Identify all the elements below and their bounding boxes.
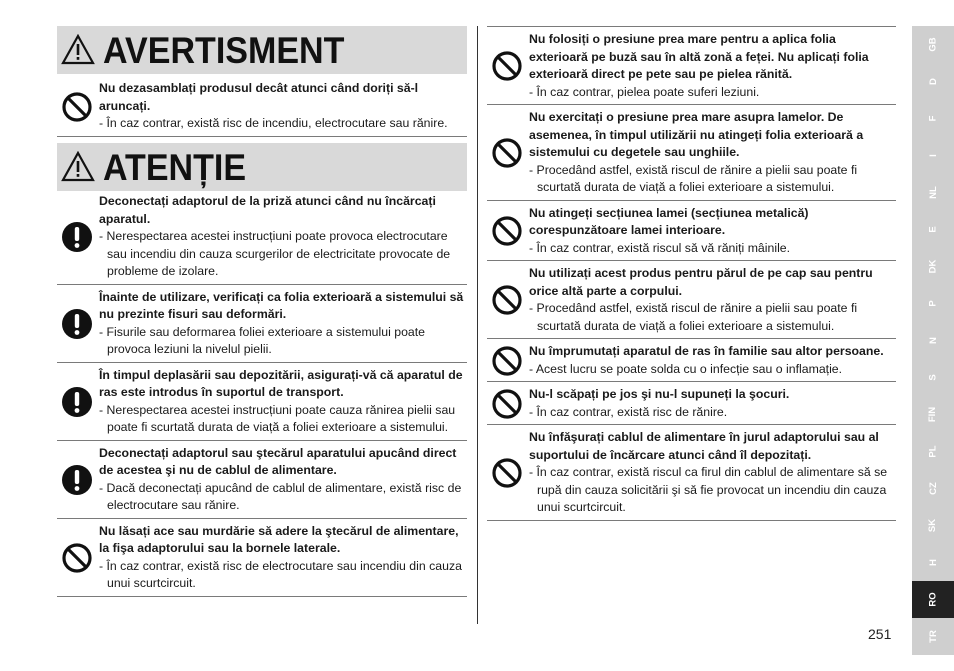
item-instruction: Înainte de utilizare, verificați ca folia exterioară a sistemului să nu prezinte fisuri sau deformări. (99, 289, 464, 321)
caution-title: ATENȚIE (103, 147, 247, 188)
safety-item (487, 382, 896, 425)
item-instruction: Deconectați adaptorul sau ştecărul aparatului apucând direct de acestea şi nu de cablul de alimentare. (99, 445, 457, 477)
tab-label: DK (927, 259, 939, 274)
prohibited-icon (491, 284, 523, 316)
item-instruction: Nu lăsați ace sau murdărie să adere la ştecărul de alimentare, la fişa adaptorului sau la bornele laterale. (99, 523, 459, 555)
column-divider (477, 26, 478, 624)
warning-list (57, 76, 467, 137)
item-consequence: - În caz contrar, există riscul ca firul din cablul de alimentare să se rupă din cauza solicitării şi să fie provocat un incendiu din cauza unui scurtcircuit. (529, 465, 888, 514)
mandatory-icon (61, 308, 93, 340)
tab-ro[interactable] (912, 581, 954, 618)
warning-triangle-icon (61, 151, 95, 182)
warning-banner (57, 26, 467, 74)
prohibited-icon (491, 137, 523, 169)
item-consequence: - Procedând astfel, există riscul de rănire a pielii sau poate fi scurtată durata de viață a foliei exterioare a sistemului. (529, 162, 858, 194)
tab-d[interactable] (912, 63, 954, 100)
safety-item (57, 76, 467, 137)
prohibited-icon (491, 345, 523, 377)
safety-item (57, 363, 467, 441)
tab-s[interactable] (912, 359, 954, 396)
tab-label: SK (927, 518, 939, 533)
safety-item (487, 339, 896, 382)
item-instruction: Deconectați adaptorul de la priză atunci când nu încărcați aparatul. (99, 194, 436, 226)
caution-banner (57, 143, 467, 191)
prohibited-icon (491, 457, 523, 489)
safety-item (487, 425, 896, 521)
tab-label: F (927, 115, 939, 122)
tab-label: NL (927, 186, 939, 199)
tab-fin[interactable] (912, 396, 954, 433)
tab-dk[interactable] (912, 248, 954, 285)
safety-item (57, 189, 467, 285)
prohibited-icon (61, 542, 93, 574)
item-consequence: - Dacă deconectați apucând de cablul de alimentare, există risc de electrocutare sau rănire. (99, 480, 462, 512)
tab-label: PL (927, 445, 939, 458)
safety-item (57, 519, 467, 597)
safety-item (487, 27, 896, 105)
tab-cz[interactable] (912, 470, 954, 507)
tab-p[interactable] (912, 285, 954, 322)
item-instruction: Nu împrumutați aparatul de ras în familie sau altor persoane. (529, 344, 884, 358)
tab-label: H (927, 559, 939, 566)
tab-label: P (927, 300, 939, 307)
item-instruction: Nu dezasamblați produsul decât atunci când doriți să-l aruncați. (99, 81, 419, 113)
safety-item (57, 441, 467, 519)
item-consequence: - Procedând astfel, există riscul de rănire a pielii sau poate fi scurtată durata de viață a foliei exterioare a sistemului. (529, 301, 858, 333)
warning-triangle-icon (61, 34, 95, 65)
item-consequence: - În caz contrar, există risc de incendiu, electrocutare sau rănire. (99, 116, 448, 130)
tab-label: I (927, 154, 939, 157)
mandatory-icon (61, 464, 93, 496)
item-instruction: Nu exercitați o presiune prea mare asupra lamelor. De asemenea, în timpul utilizării nu atingeți folia exterioară a sistemului cu degetele sau unghiile. (529, 110, 864, 159)
caution-list (57, 189, 467, 597)
item-consequence: - În caz contrar, pielea poate suferi leziuni. (529, 84, 760, 99)
prohibited-icon (491, 50, 523, 82)
tab-f[interactable] (912, 100, 954, 137)
item-consequence: - În caz contrar, există risc de electrocutare sau incendiu din cauza unui scurtcircuit. (99, 558, 462, 590)
right-caution-list (487, 26, 896, 521)
prohibited-icon (491, 388, 523, 420)
tab-label: N (927, 337, 939, 344)
tab-h[interactable] (912, 544, 954, 581)
item-consequence: - Fisurile sau deformarea foliei exterioare a sistemului poate provoca leziuni la nivelul pielii. (99, 324, 426, 356)
page-number: 251 (868, 626, 892, 642)
tab-tr[interactable] (912, 618, 954, 655)
prohibited-icon (491, 215, 523, 247)
item-consequence: - Acest lucru se poate solda cu o infecție sau o inflamație. (529, 361, 843, 376)
mandatory-icon (61, 386, 93, 418)
item-instruction: Nu folosiți o presiune prea mare pentru a aplica folia exterioară pe buză sau în altă zonă a feței. Nu aplicați folia exterioară direct pe pete sau pe pielea rănită. (529, 32, 869, 81)
mandatory-icon (61, 221, 93, 253)
language-tabs (912, 26, 954, 655)
item-instruction: În timpul deplasării sau depozitării, asigurați-vă că aparatul de ras este introdus în suportul de transport. (99, 367, 463, 399)
tab-label: D (927, 78, 939, 85)
tab-e[interactable] (912, 211, 954, 248)
safety-item (487, 261, 896, 339)
safety-item (57, 285, 467, 363)
item-instruction: Nu-l scăpați pe jos şi nu-l supuneți la şocuri. (529, 387, 790, 401)
warning-title: AVERTISMENT (103, 30, 345, 71)
tab-label: GB (927, 37, 939, 52)
item-consequence: - În caz contrar, există risc de rănire. (529, 404, 728, 419)
tab-label: TR (927, 630, 939, 643)
item-instruction: Nu înfăşurați cablul de alimentare în jurul adaptorului sau al suportului de încărcare atunci când îl depozitați. (529, 430, 879, 462)
item-consequence: - Nerespectarea acestei instrucțiuni poate provoca electrocutare sau incendiu din cauza scurgerilor de electricitate provocate de probleme de izolare. (99, 229, 451, 278)
item-consequence: - Nerespectarea acestei instrucțiuni poate cauza rănirea pielii sau poate fi scurtată durata de viață a foliei exterioare a sistemului. (99, 402, 456, 434)
safety-item (487, 201, 896, 262)
tab-label: RO (927, 592, 939, 607)
tab-label: FIN (927, 406, 939, 423)
item-instruction: Nu atingeți secțiunea lamei (secțiunea metalică) corespunzătoare lamei interioare. (529, 205, 809, 237)
item-consequence: - În caz contrar, există riscul să vă răniți mâinile. (529, 240, 791, 255)
tab-pl[interactable] (912, 433, 954, 470)
tab-sk[interactable] (912, 507, 954, 544)
tab-label: E (927, 226, 939, 233)
tab-n[interactable] (912, 322, 954, 359)
tab-nl[interactable] (912, 174, 954, 211)
item-instruction: Nu utilizați acest produs pentru părul de pe cap sau pentru orice altă parte a corpului. (529, 266, 873, 298)
tab-i[interactable] (912, 137, 954, 174)
prohibited-icon (61, 91, 93, 123)
tab-gb[interactable] (912, 26, 954, 63)
tab-label: S (927, 374, 939, 381)
tab-label: CZ (927, 482, 939, 495)
safety-item (487, 105, 896, 201)
